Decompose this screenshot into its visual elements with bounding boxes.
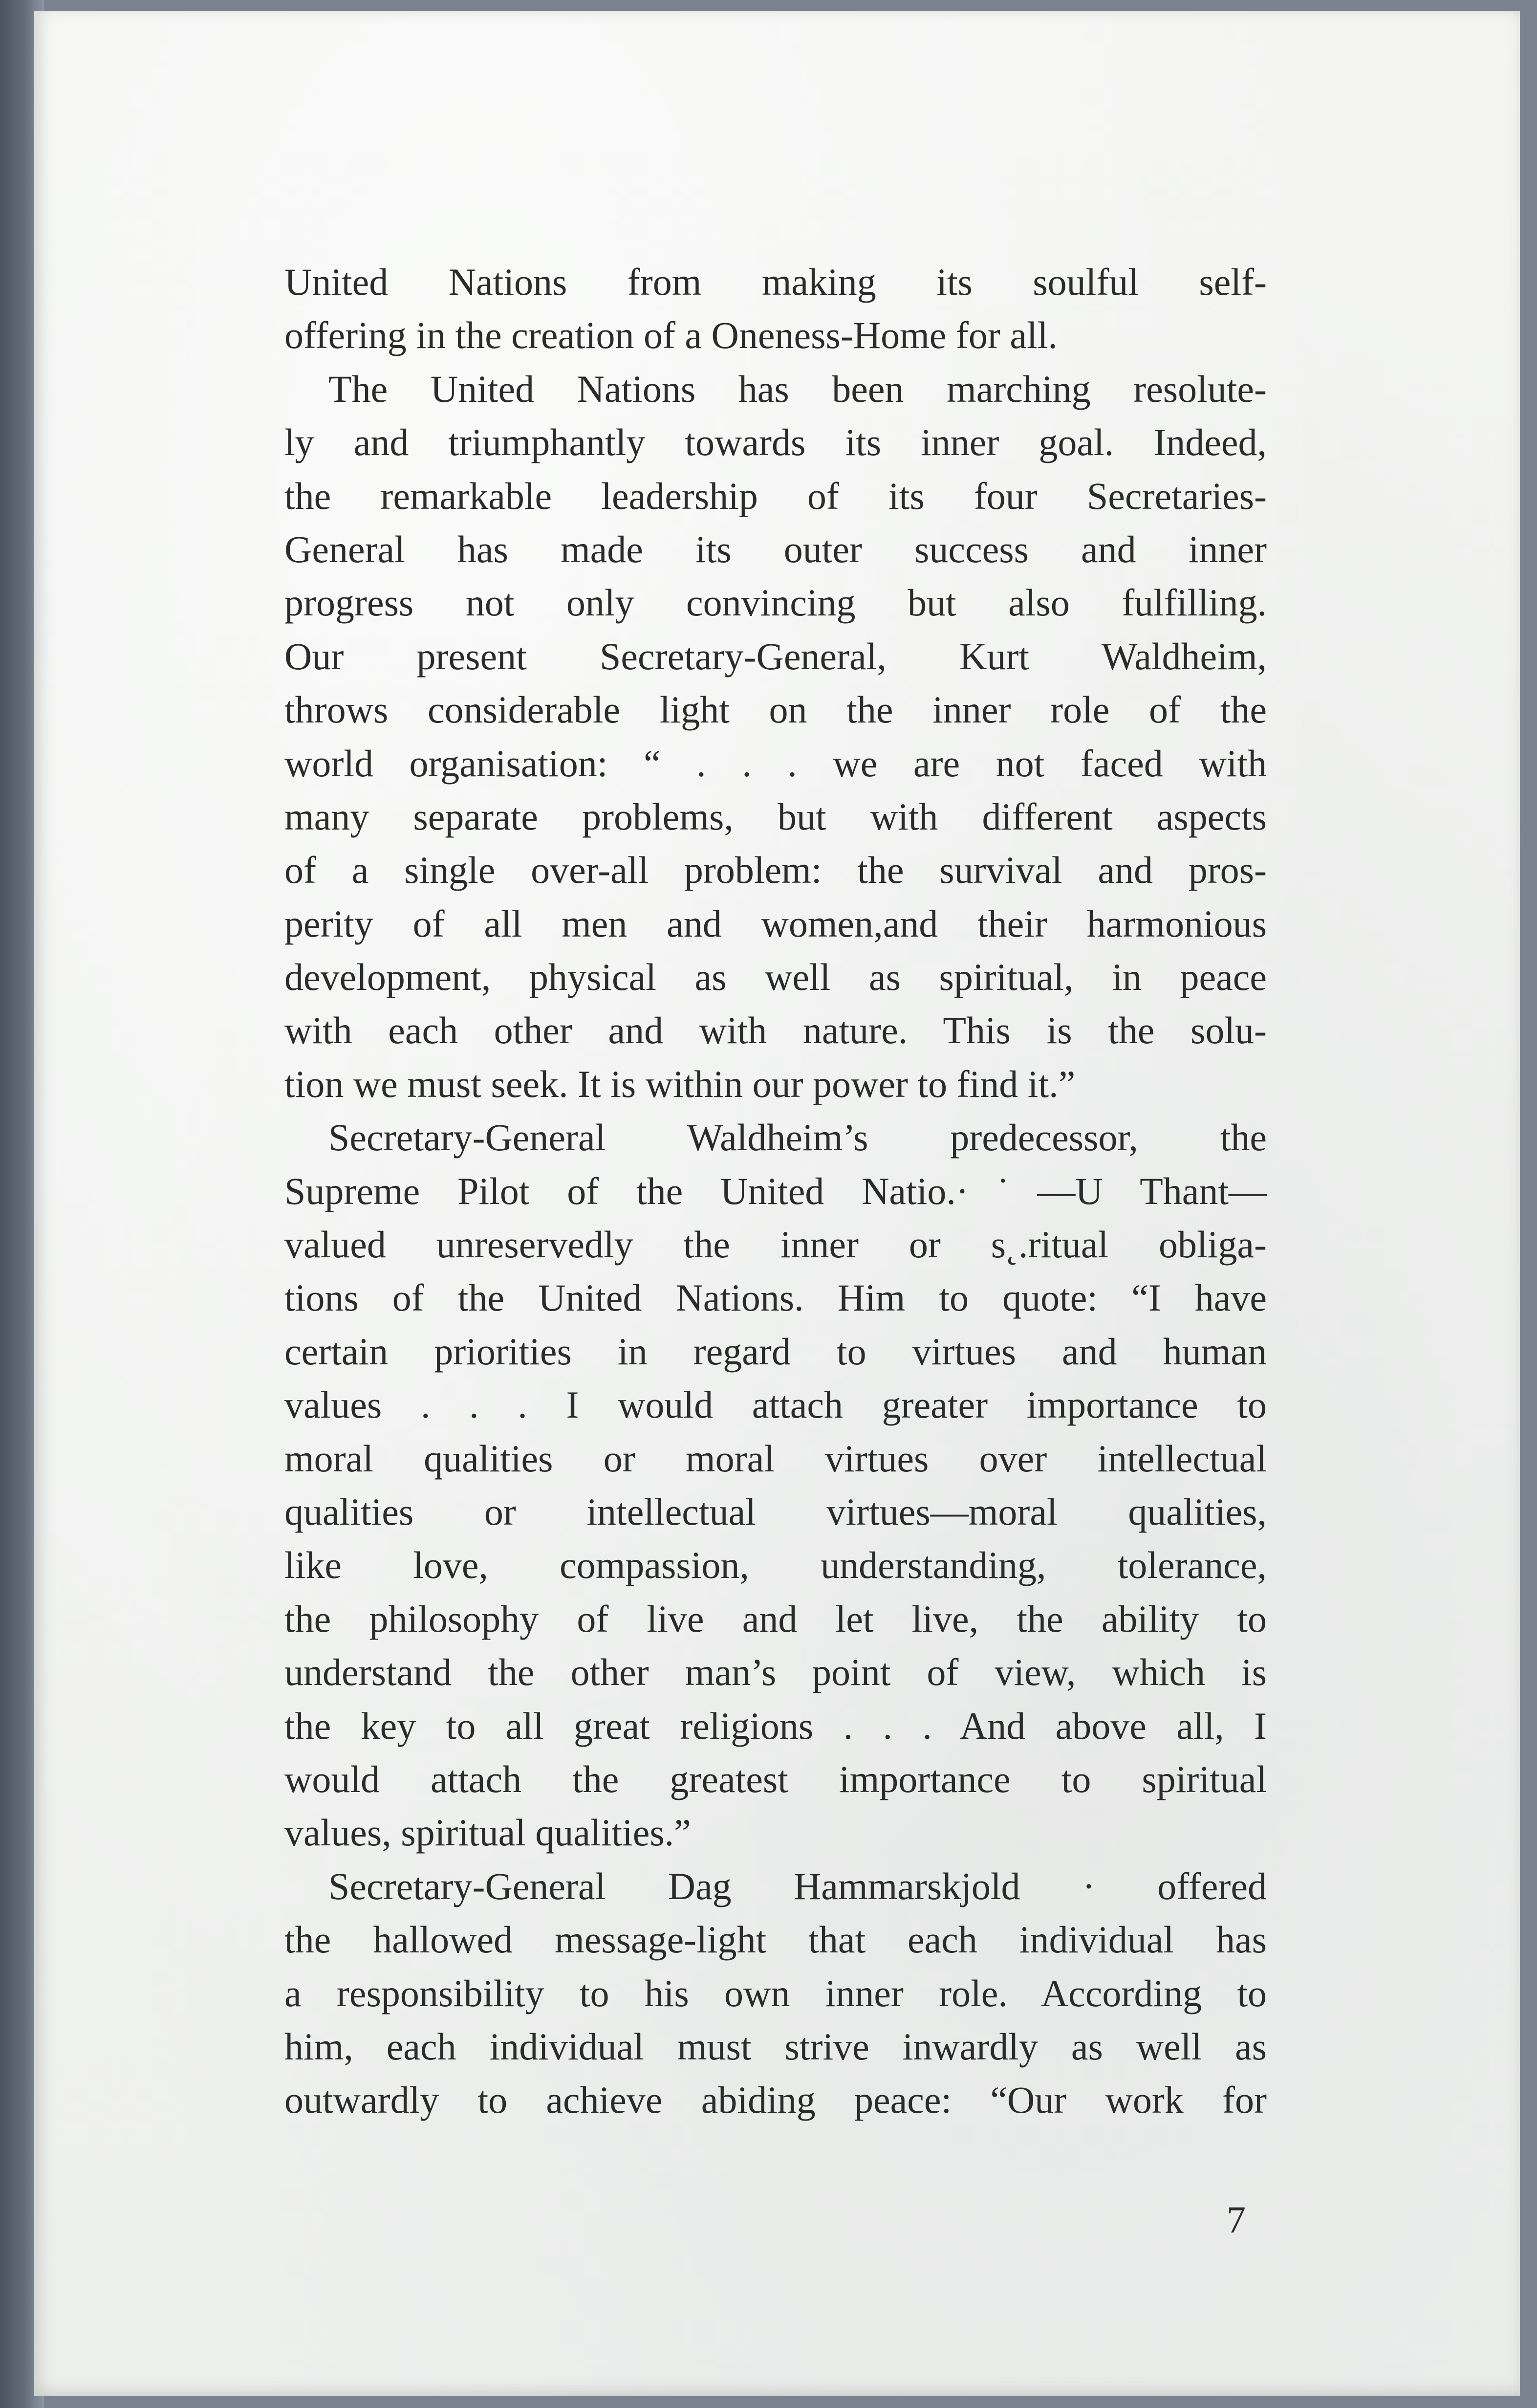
text-line: would attach the greatest importance to spiritual bbox=[284, 1757, 1267, 1800]
text-line: many separate problems, but with different aspects bbox=[284, 795, 1267, 838]
text-line: a responsibility to his own inner role. According to bbox=[284, 1971, 1267, 2014]
text-line: United Nations from making its soulful self- bbox=[284, 261, 1267, 303]
text-line: the hallowed message-light that each individual has bbox=[284, 1918, 1267, 1961]
text-line: throws considerable light on the inner role of the bbox=[284, 688, 1267, 731]
text-line: progress not only convincing but also fulfilling. bbox=[284, 581, 1267, 624]
text-line: the key to all great religions . . . And above all, I bbox=[284, 1704, 1267, 1747]
text-line: values . . . I would attach greater importance to bbox=[284, 1383, 1267, 1426]
text-line: the remarkable leadership of its four Secretaries- bbox=[284, 474, 1267, 517]
text-line: development, physical as well as spiritual, in peace bbox=[284, 956, 1267, 999]
text-line: the philosophy of live and let live, the ability to bbox=[284, 1597, 1267, 1640]
text-line: ly and triumphantly towards its inner goal. Indeed, bbox=[284, 421, 1267, 464]
page-number: 7 bbox=[1227, 2198, 1246, 2241]
text-line: tions of the United Nations. Him to quote: “I have bbox=[284, 1276, 1267, 1319]
text-line: tion we must seek. It is within our power to find it.” bbox=[284, 1062, 1076, 1105]
text-line: him, each individual must strive inwardly as well as bbox=[284, 2025, 1267, 2068]
paragraph-2 bbox=[284, 362, 1267, 1111]
text-line: world organisation: “ . . . we are not faced with bbox=[284, 742, 1267, 785]
text-line: The United Nations has been marching resolute- bbox=[328, 367, 1267, 410]
text-line: values, spiritual qualities.” bbox=[284, 1811, 691, 1854]
text-line: offering in the creation of a Oneness-Home for all. bbox=[284, 314, 1058, 357]
text-line: Secretary-General Waldheim’s predecessor, the bbox=[328, 1116, 1267, 1159]
text-line: General has made its outer success and inner bbox=[284, 527, 1267, 570]
paragraph-4 bbox=[284, 1860, 1267, 2127]
body-text bbox=[284, 255, 1267, 2127]
text-line: certain priorities in regard to virtues and human bbox=[284, 1330, 1267, 1373]
text-line: Secretary-General Dag Hammarskjold · offered bbox=[328, 1864, 1267, 1907]
text-line: of a single over-all problem: the survival and pros- bbox=[284, 849, 1267, 892]
paragraph-3 bbox=[284, 1111, 1267, 1859]
text-line: outwardly to achieve abiding peace: “Our work for bbox=[284, 2079, 1267, 2122]
text-line: valued unreservedly the inner or s˛.ritual obliga- bbox=[284, 1223, 1267, 1266]
text-line: with each other and with nature. This is the solu- bbox=[284, 1009, 1267, 1052]
text-line: qualities or intellectual virtues—moral qualities, bbox=[284, 1490, 1267, 1533]
text-line: perity of all men and women,and their harmonious bbox=[284, 902, 1267, 945]
text-line: Our present Secretary-General, Kurt Waldheim, bbox=[284, 635, 1267, 678]
text-line: Supreme Pilot of the United Natio.·˙—U Thant— bbox=[284, 1169, 1267, 1212]
text-line: like love, compassion, understanding, tolerance, bbox=[284, 1544, 1267, 1587]
text-line: moral qualities or moral virtues over intellectual bbox=[284, 1437, 1267, 1480]
paragraph-1 bbox=[284, 255, 1267, 362]
text-line: understand the other man’s point of view, which is bbox=[284, 1651, 1267, 1694]
